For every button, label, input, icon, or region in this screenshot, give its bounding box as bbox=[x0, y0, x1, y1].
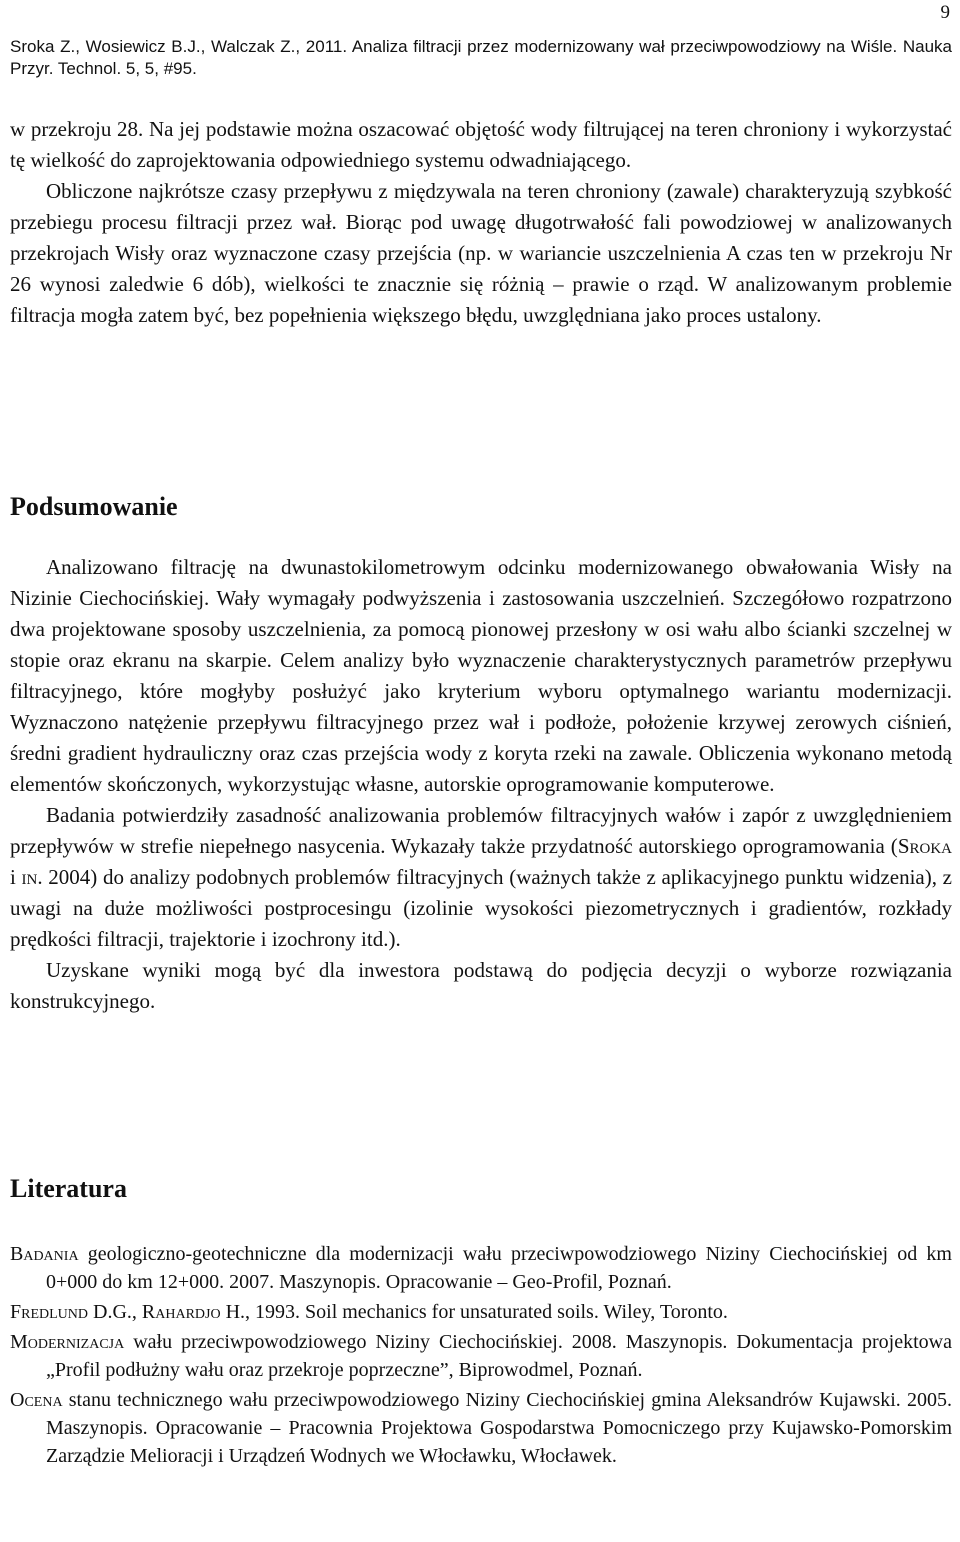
page-number: 9 bbox=[940, 2, 950, 23]
reference-item: Ocena stanu technicznego wału przeciwpowodziowego Niziny Ciechocińskiej gmina Aleksandrów Kujawski. 2005. Maszynopis. Opracowanie – Pracownia Projektowa Gospodarstwa Pomocniczego przy Kujawsko-Pomorskim Zarządzie Melioracji i Urządzeń Wodnych we Włocławku, Włocławek. bbox=[10, 1389, 952, 1467]
literature-section bbox=[10, 1174, 952, 1472]
summary-paragraph-1: Analizowano filtrację na dwunastokilometrowym odcinku modernizowanego obwałowania Wisły na Nizinie Ciechocińskiej. Wały wymagały podwyższenia i zastosowania uszczelnień. Szczegółowo rozpatrzono dwa projektowane sposoby uszczelnienia, za pomocą pionowej przesłony w osi wału albo ścianki szczelnej w stopie oraz ekranu na skarpie. Celem analizy było wyznaczenie charakterystycznych parametrów przepływu filtracyjnego, które mogłyby posłużyć jako kryterium wyboru optymalnego wariantu modernizacji. Wyznaczono natężenie przepływu filtracyjnego przez wał i podłoże, położenie krzywej zerowych ciśnień, średni gradient hydrauliczny oraz czas przejścia wody z koryta rzeki na zawale. Obliczenia wykonano metodą elementów skończonych, wykorzystując własne, autorskie oprogramowanie komputerowe. bbox=[10, 555, 952, 796]
summary-heading: Podsumowanie bbox=[10, 492, 178, 521]
summary-paragraph-3: Uzyskane wyniki mogą być dla inwestora podstawą do podjęcia decyzji o wyborze rozwiązania konstrukcyjnego. bbox=[10, 958, 952, 1013]
summary-paragraph-2: Badania potwierdziły zasadność analizowania problemów filtracyjnych wałów i zapór z uwzględnieniem przepływów w strefie niepełnego nasycenia. Wykazały także przydatność autorskiego oprogramowania (Sroka i in. 2004) do analizy podobnych problemów filtracyjnych (ważnych także z aplikacyjnego punktu widzenia), z uwagi na duże możliwości postprocesingu (izolinie wysokości piezometrycznych i gradientów, rozkłady prędkości filtracji, trajektorie i izochrony itd.). bbox=[10, 803, 952, 951]
intro-paragraph-2: Obliczone najkrótsze czasy przepływu z międzywala na teren chroniony (zawale) charakteryzują szybkość przebiegu procesu filtracji przez wał. Biorąc pod uwagę długotrwałość fali powodziowej w analizowanych przekrojach Wisły oraz wyznaczone czasy przejścia (np. w wariancie uszczelnienia A czas ten w przekroju Nr 26 wynosi zaledwie 6 dób), wielkości te znacznie się różnią – prawie o rząd. W analizowanym problemie filtracja mogła zatem być, bez popełnienia większego błędu, uwzględniana jako proces ustalony. bbox=[10, 179, 952, 327]
intro-paragraph-1: w przekroju 28. Na jej podstawie można oszacować objętość wody filtrującej na teren chroniony i wykorzystać tę wielkość do zaprojektowania odpowiedniego systemu odwadniającego. bbox=[10, 117, 952, 172]
reference-item: Modernizacja wału przeciwpowodziowego Niziny Ciechocińskiej. 2008. Maszynopis. Dokumentacja projektowa „Profil podłużny wału oraz przekroje poprzeczne”, Biprowodmel, Poznań. bbox=[10, 1331, 952, 1381]
reference-list bbox=[10, 1240, 952, 1470]
citation-header: Sroka Z., Wosiewicz B.J., Walczak Z., 2011. Analiza filtracji przez modernizowany wał przeciwpowodziowy na Wiśle. Nauka Przyr. Technol. 5, 5, #95. bbox=[10, 37, 952, 78]
summary-section bbox=[10, 492, 952, 1017]
literature-heading: Literatura bbox=[10, 1174, 127, 1203]
reference-item: Fredlund D.G., Rahardjo H., 1993. Soil mechanics for unsaturated soils. Wiley, Toronto. bbox=[10, 1301, 728, 1323]
reference-item: Badania geologiczno-geotechniczne dla modernizacji wału przeciwpowodziowego Niziny Ciechocińskiej od km 0+000 do km 12+000. 2007. Maszynopis. Opracowanie – Geo-Profil, Poznań. bbox=[10, 1243, 952, 1293]
intro-section bbox=[10, 114, 952, 331]
